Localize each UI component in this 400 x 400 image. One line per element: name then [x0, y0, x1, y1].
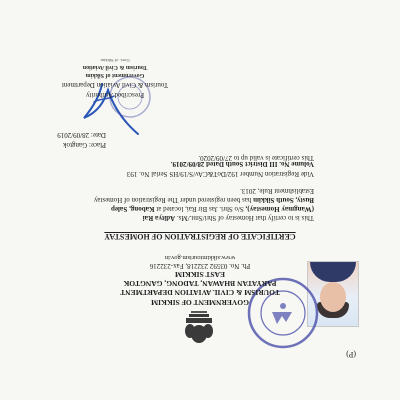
body-text: S/o Shri. Jas Bir Rai, located at [154, 205, 244, 213]
header-address: PARYATAN BHAWAN, TADONG, GANGTOK [123, 279, 277, 288]
national-emblem-icon [182, 308, 216, 346]
authority-title: Prescribed Authority [85, 91, 145, 99]
registration-volume: Volume No. III District South Dated 28/09/2019. [170, 160, 314, 168]
header-website: www.sikkimtourism.gov.in [164, 254, 236, 261]
body-line [111, 205, 314, 213]
body-line [94, 196, 314, 204]
authority-stamp-line: Govt. of Sikkim [100, 58, 130, 63]
body-text: This is to certify that Homestay of Shri/Smt./Ms. [175, 214, 314, 222]
header-district: EAST SIKKIM [174, 270, 226, 279]
body-text: has been registered under The Registration of Homestay [93, 196, 254, 204]
header-department: TOURISM & CIVIL AVIATION DEPARTMENT [120, 288, 280, 297]
location: Kabong, Salep [110, 205, 155, 213]
owner-name: Aditya Rai [142, 214, 176, 222]
registration-number: Vide Registration Number 192/DoT&CAv/S/19/HS Serial No. 193 [126, 170, 314, 178]
authority-stamp-line: Government of Sikkim [85, 72, 145, 78]
certificate-title: CERTIFICATE OF REGISTRATION OF HOMESTAY [104, 232, 296, 241]
issue-place: Place: Gangtok [63, 141, 106, 149]
validity-text: This certificate is valid up to 27/09/2020. [198, 154, 314, 162]
body-line [143, 214, 314, 222]
registration-line [127, 160, 314, 178]
header-phone: Ph. No. 03592 232218, Fax-232216 [149, 262, 251, 270]
location-district: Busty, South Sikkim [253, 196, 314, 204]
issue-date: Date: 28/09/2019 [57, 131, 106, 139]
authority-department: Tourism & Civil Aviation Department [61, 81, 169, 89]
authority-stamp-line: Tourism & Civil Aviation [82, 64, 148, 70]
page-mark: (P) [346, 350, 356, 359]
homestay-name: (Wangmay Homestay), [243, 205, 314, 213]
header-government: GOVERNMENT OF SIKKIM [151, 298, 249, 307]
body-line: Establishment Rule, 2013. [240, 187, 314, 195]
